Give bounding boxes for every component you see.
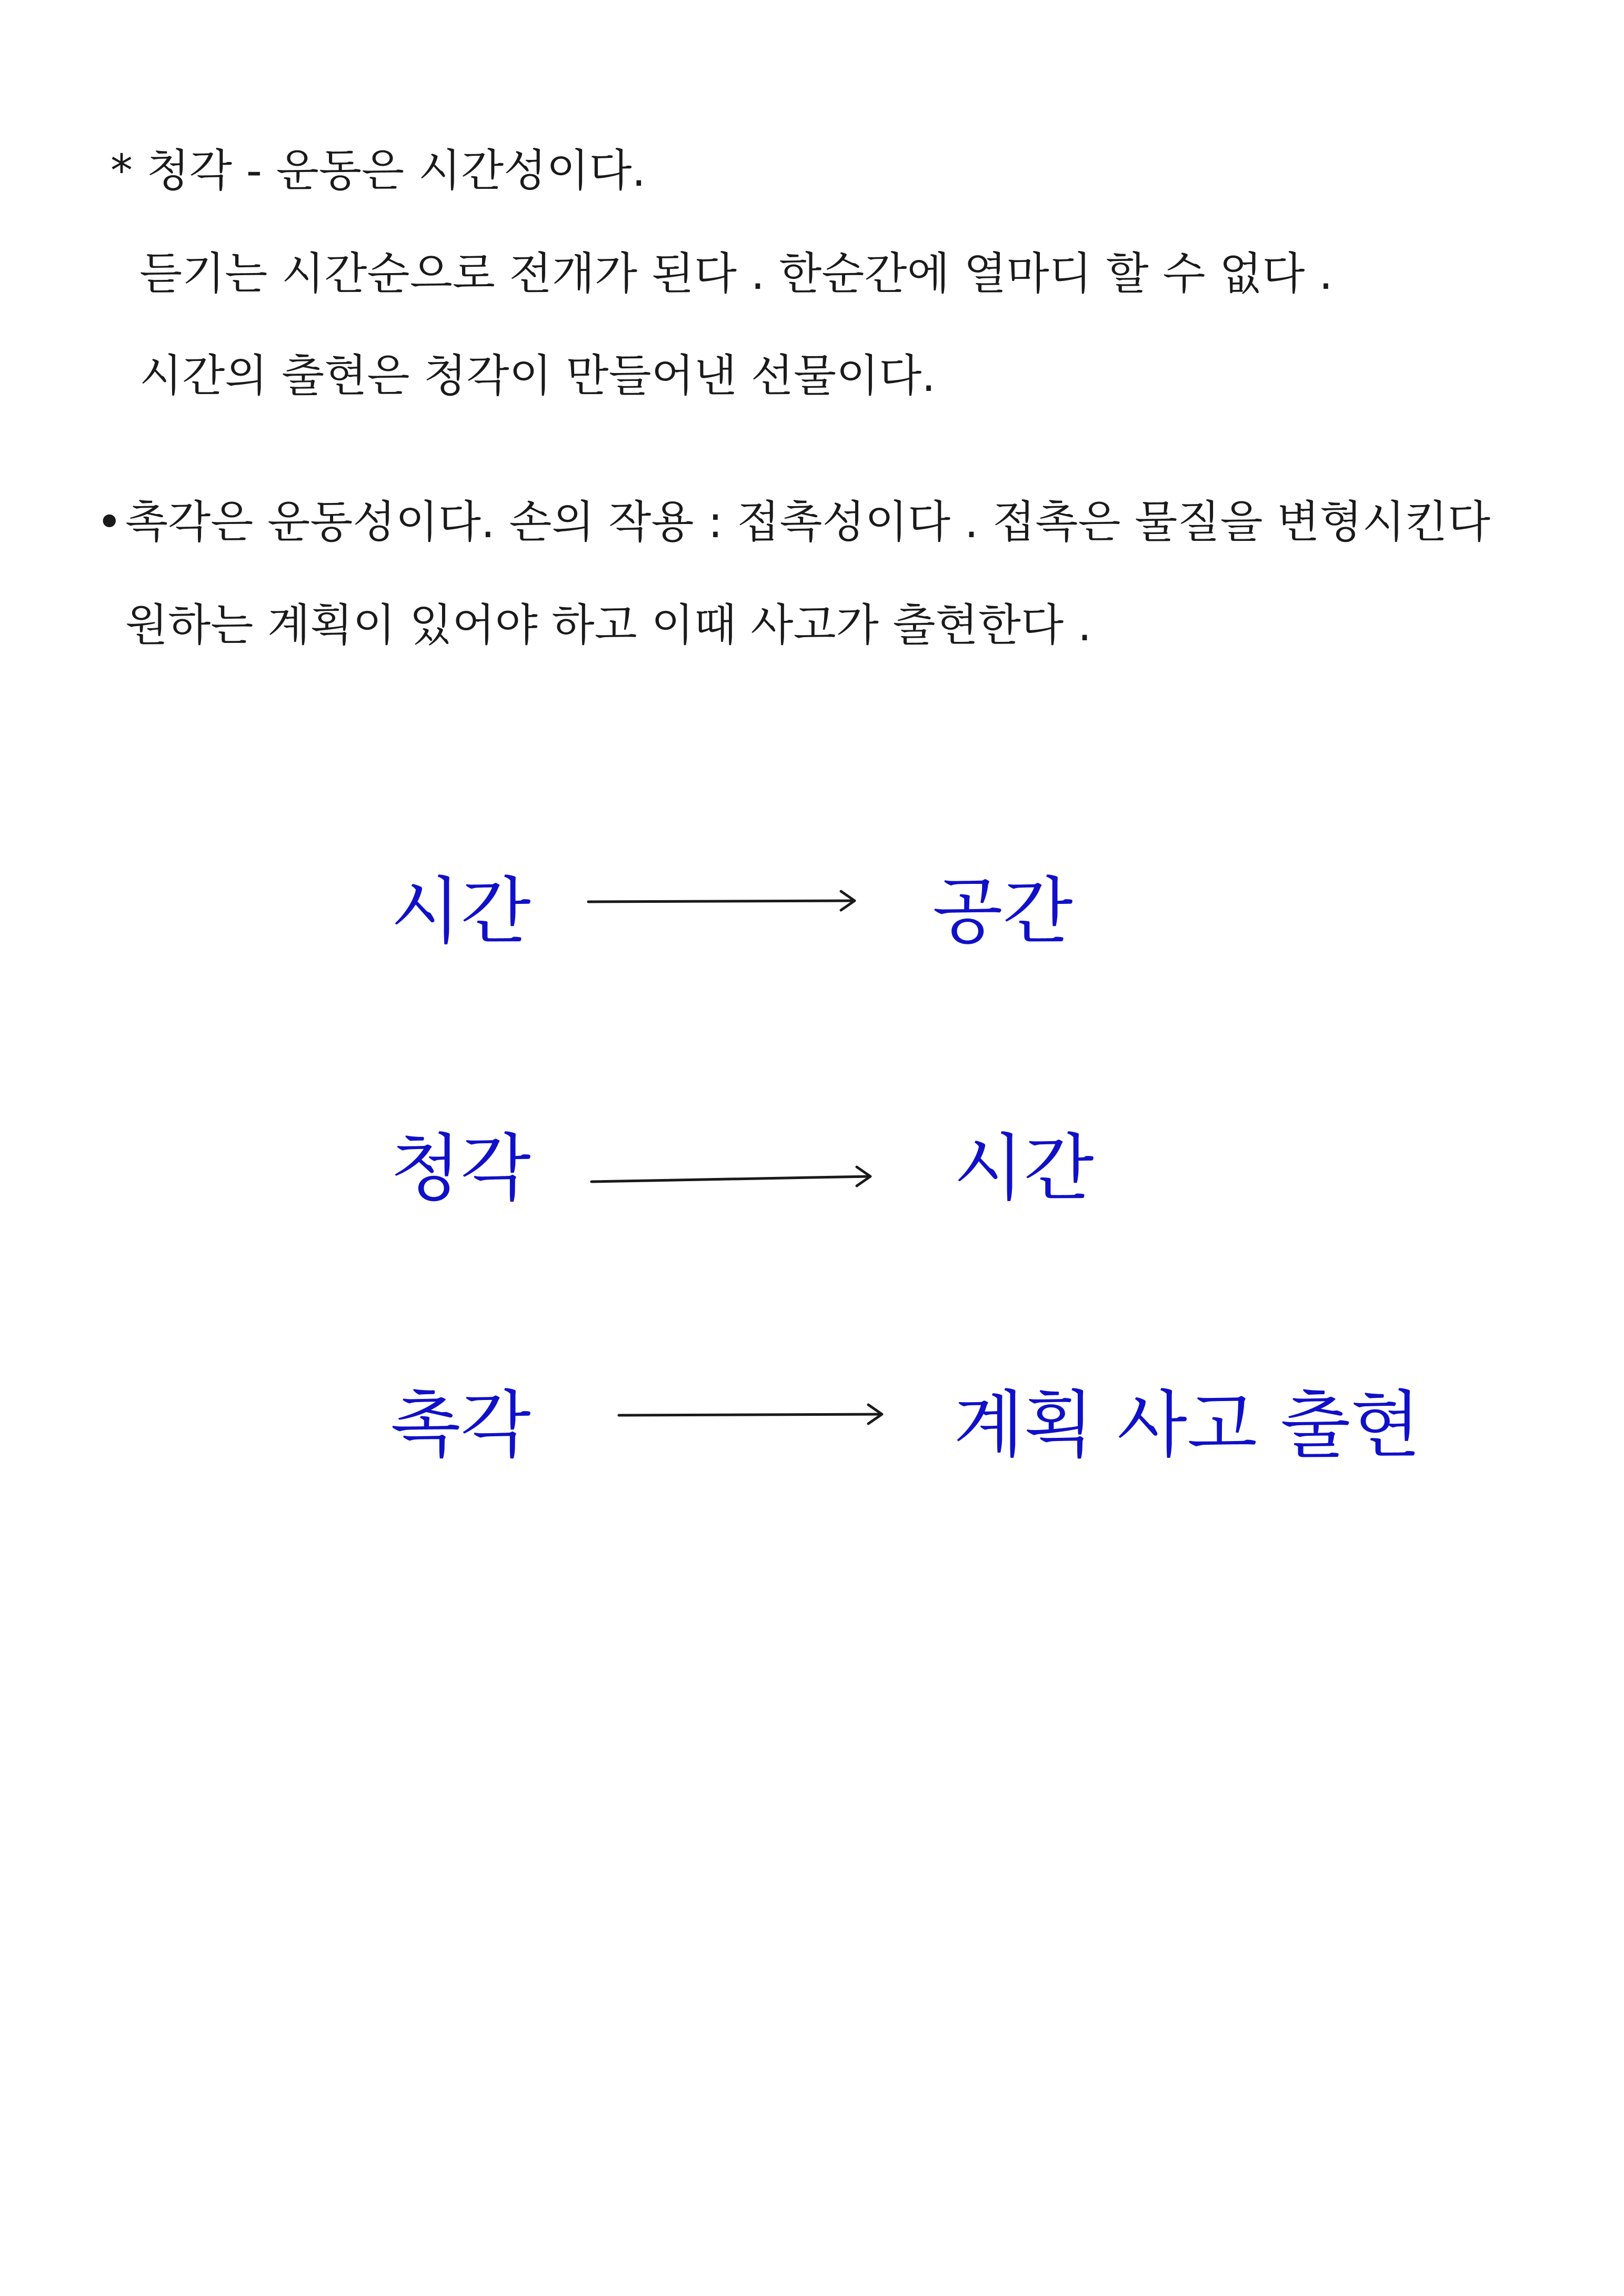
arrow-row-3-icon	[619, 1405, 882, 1424]
diagram-row-1-from: 시간	[390, 869, 531, 954]
diagram-row-3-from: 촉각	[390, 1383, 531, 1467]
touch-line-1: 촉각은 운동성이다. 손의 작용 : 접촉성이다 . 접촉은 물질을 변형시킨다	[125, 496, 1491, 548]
diagram-row-2-to: 시간	[954, 1126, 1094, 1211]
hearing-line-2: 시간의 출현은 청각이 만들어낸 선물이다.	[139, 350, 936, 401]
diagram-row-3-to: 계획 사고 출현	[954, 1383, 1421, 1467]
arrow-row-2-icon	[592, 1167, 870, 1186]
hearing-line-1: 듣기는 시간순으로 전개가 된다 . 한순간에 열마디 할 수 없다 .	[139, 248, 1333, 299]
hearing-heading: * 청각 - 운동은 시간성이다.	[111, 145, 646, 196]
touch-line-2: 원하는 계획이 있어야 하고 이때 사고가 출현한다 .	[125, 599, 1092, 651]
diagram-row-2-from: 청각	[390, 1126, 531, 1211]
diagram-row-1-to: 공간	[933, 869, 1073, 954]
arrow-row-1-icon	[588, 891, 855, 910]
bullet-icon: •	[96, 496, 123, 548]
